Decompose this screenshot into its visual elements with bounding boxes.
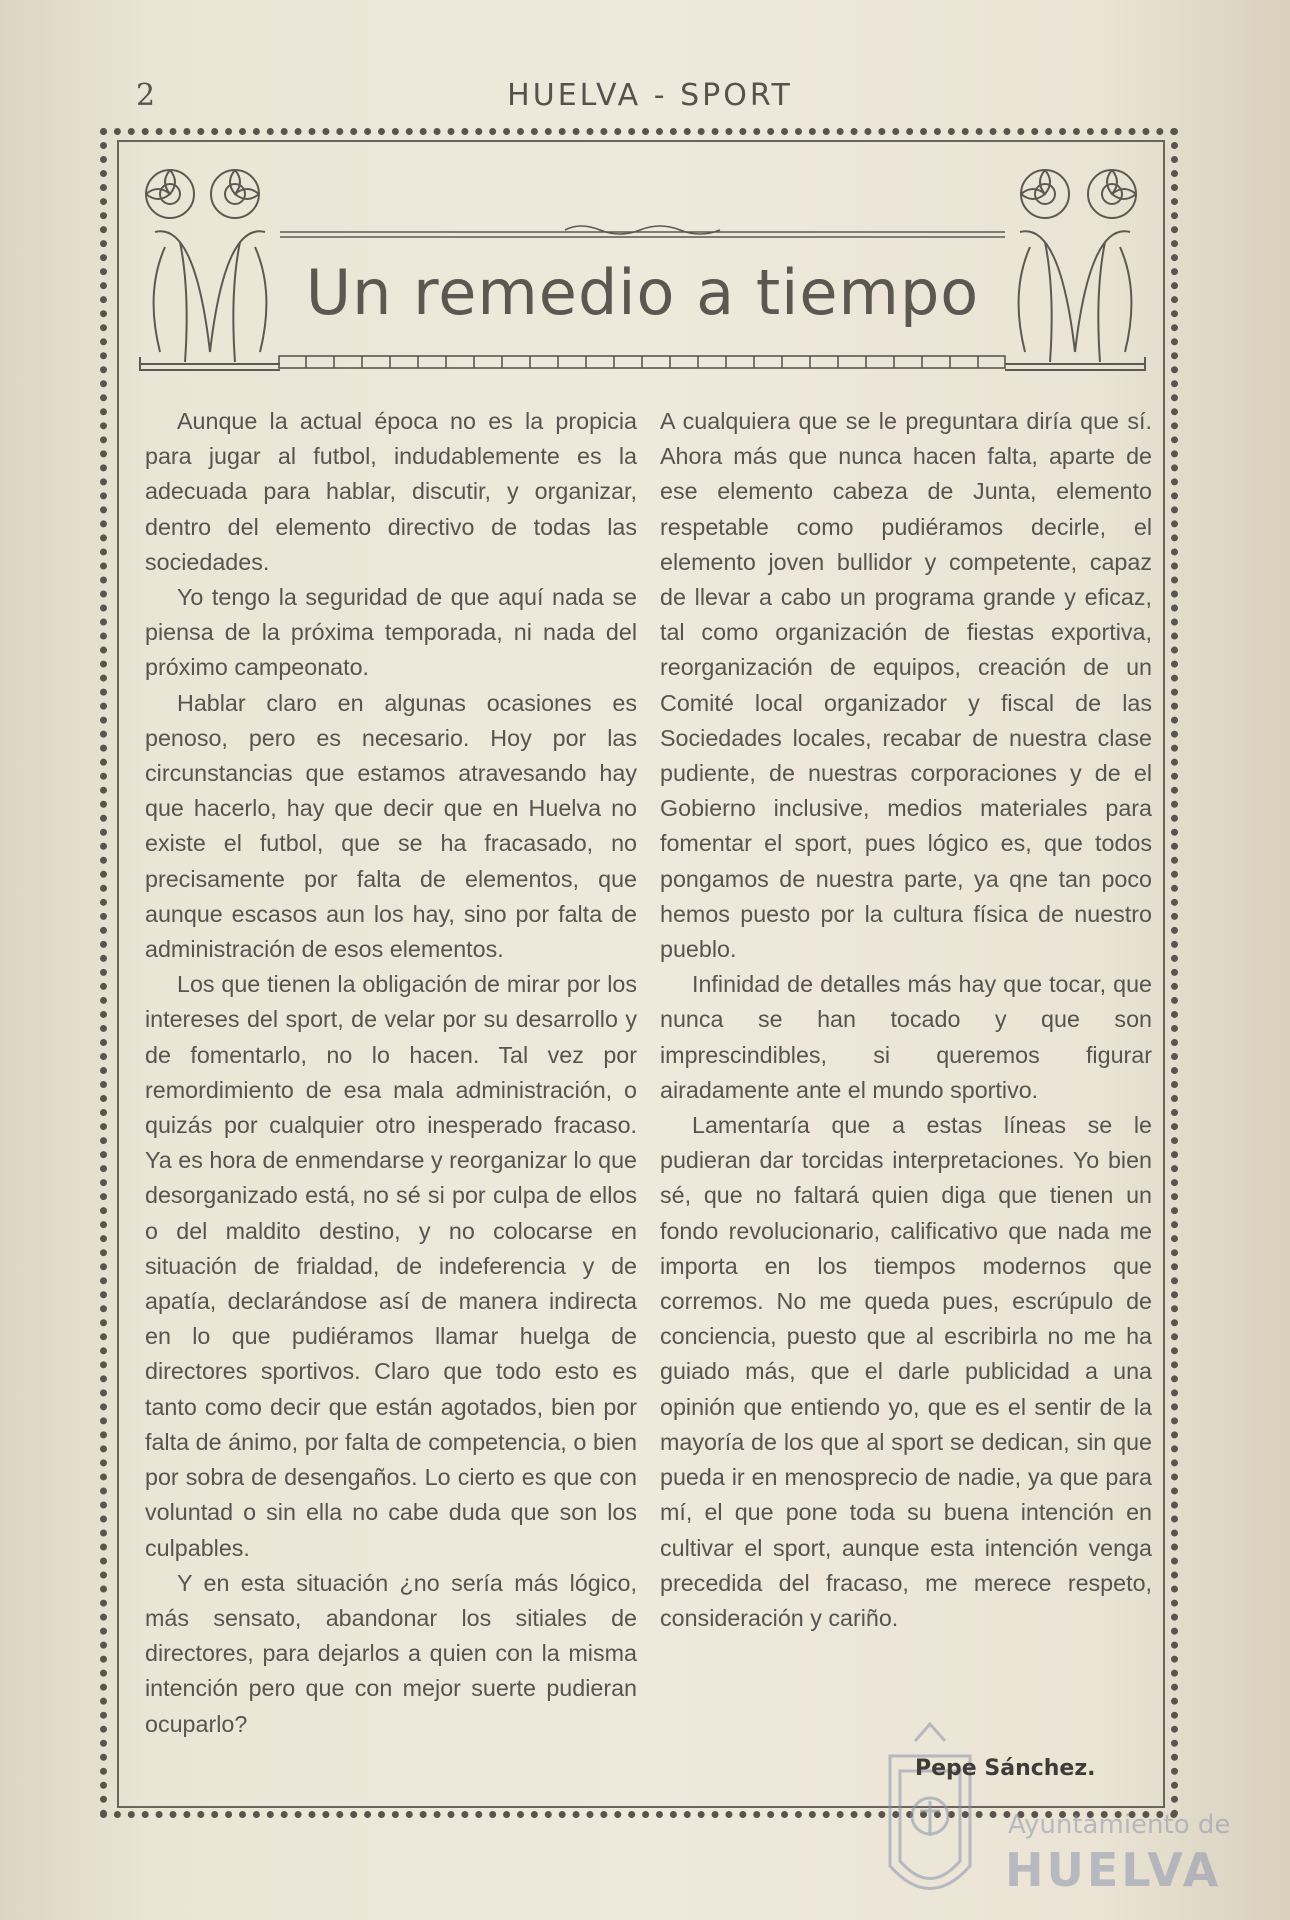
journal-title: HUELVA - SPORT — [507, 78, 793, 113]
article-column-right — [660, 404, 1152, 1636]
article-title: Un remedio a tiempo — [305, 256, 980, 329]
paragraph: Aunque la actual época no es la propicia para jugar al futbol, indudablemente es la adecuada para hablar, discutir, y organizar, dentro del elemento directivo de todas las sociedades. — [145, 408, 637, 575]
ornamental-rule-top — [280, 220, 1005, 250]
art-nouveau-flower-ornament-left — [135, 152, 285, 372]
paragraph: Infinidad de detalles más hay que tocar, que nunca se han tocado y que son imprescindibles, si queremos figurar airadamente ante el mundo sportivo. — [660, 971, 1152, 1103]
watermark-text: Ayuntamiento de — [1008, 1810, 1231, 1840]
meander-border-bottom — [278, 352, 1006, 372]
paragraph-continued: A cualquiera que se le preguntara diría que sí. Ahora más que nunca hacen falta, aparte de ese elemento cabeza de Junta, elemento respetable como pudiéramos decirle, el elemento joven bullidor y competente, capaz de llevar a cabo un programa grande y eficaz, tal como organización de fiestas exportiva, reorganización de equipos, creación de un Comité local organizador y fiscal de las Sociedades locales, recabar de nuestra clase pudiente, de nuestras corporaciones y de el Gobierno inclusive, medios materiales para fomentar el sport, pues lógico es, que todos pongamos de nuestra parte, ya qne tan poco hemos puesto por la cultura física de nuestro pueblo. — [660, 408, 1152, 963]
city-seal-stamp — [875, 1716, 985, 1916]
paragraph: Los que tienen la obligación de mirar por los intereses del sport, de velar por su desarrollo y de fomentarlo, no lo hacen. Tal vez por remordimiento de esa mala administración, o quizás por cualquier otro inesperado fracaso. Ya es hora de enmendarse y reorganizar lo que desorganizado está, no sé si por culpa de ellos o del maldito destino, y no colocarse en situación de frialdad, de indeferencia y de apatía, declarándose así de manera indirecta en lo que pudiéramos llamar huelga de directores sportivos. Claro que todo esto es tanto como decir que están agotados, bien por falta de ánimo, por falta de competencia, o bien por sobra de desengaños. Lo cierto es que con voluntad o sin ella no cabe duda que son los culpables. — [145, 971, 637, 1561]
paragraph: Lamentaría que a estas líneas se le pudieran dar torcidas interpretaciones. Yo bien sé, que no faltará quien diga que tienen un fondo revolucionario, calificativo que nada me importa en los tiempos modernos que corremos. No me queda pues, escrúpulo de conciencia, puesto que al escribirla no me ha guiado más, que el darle publicidad a una opinión que entiendo yo, que es el sentir de la mayoría de los que al sport se dedican, sin que pueda ir en menosprecio de nadie, ya que para mí, el que pone toda su buena intención en cultivar el sport, aunque esta intención venga precedida del fracaso, me merece respeto, consideración y cariño. — [660, 1112, 1152, 1631]
watermark-city: HUELVA — [1005, 1843, 1222, 1897]
paragraph: Y en esta situación ¿no sería más lógico, más sensato, abandonar los sitiales de directores, para dejarlos a quien con la misma intención pero que con mejor suerte pudieran ocuparlo? — [145, 1569, 637, 1737]
paragraph: Yo tengo la seguridad de que aquí nada se piensa de la próxima temporada, ni nada del próximo campeonato. — [145, 584, 637, 681]
paragraph: Hablar claro en algunas ocasiones es penoso, pero es necesario. Hoy por las circunstancias que estamos atravesando hay que hacerlo, hay que decir que en Huelva no existe el futbol, que se ha fracasado, no precisamente por falta de elementos, que aunque escasos aun los hay, sino por falta de administración de esos elementos. — [145, 689, 637, 963]
page-number: 2 — [136, 78, 156, 113]
article-column-left — [145, 404, 637, 1742]
author-signature: Pepe Sánchez. — [915, 1756, 1096, 1781]
art-nouveau-flower-ornament-right — [1000, 152, 1150, 372]
